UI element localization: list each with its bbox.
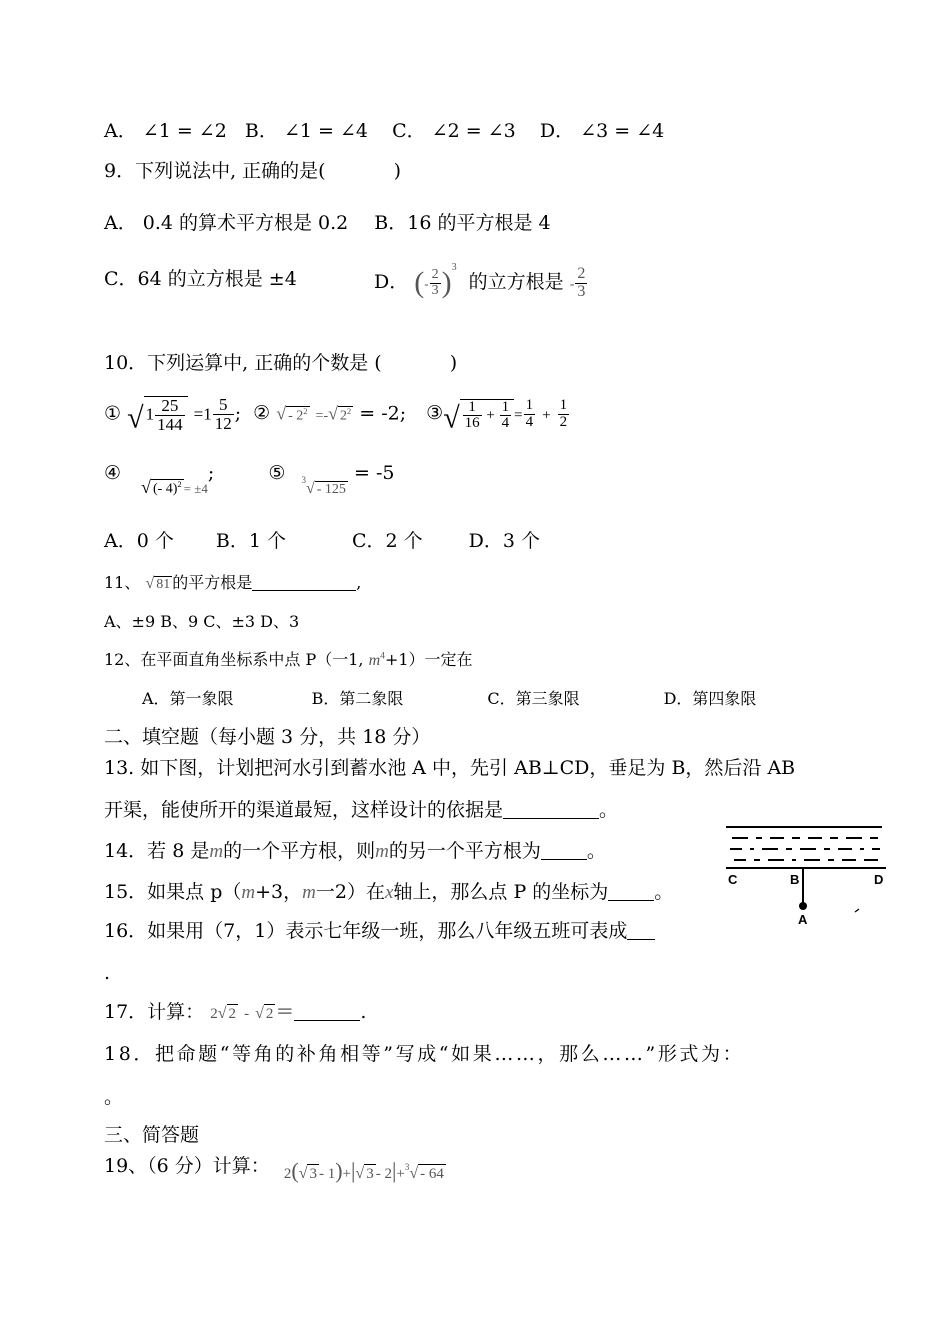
q14-tail: 。 bbox=[586, 840, 606, 862]
q13-line-2 bbox=[104, 799, 618, 822]
radical-sign: √ bbox=[141, 477, 151, 497]
plus-sign: + bbox=[542, 407, 551, 424]
q16-text: 16．如果用（7，1）表示七年级一班，那么八年级五班可表成 bbox=[104, 920, 628, 942]
radical-sign: √ bbox=[255, 1005, 264, 1022]
q8-option-c-letter: C． bbox=[392, 120, 426, 142]
left-paren: ( bbox=[414, 266, 425, 299]
q10-option-c: C．2 个 bbox=[351, 530, 423, 552]
radical-sign: √ bbox=[145, 575, 155, 592]
q17-radicand-1: 2 bbox=[228, 1006, 237, 1022]
label-d: D bbox=[874, 872, 884, 887]
plus-sign: + bbox=[342, 1166, 352, 1182]
q13-line-1: 13. 如下图，计划把河水引到蓄水池 A 中，先引 AB⊥CD，垂足为 B，然后沿 AB bbox=[104, 757, 796, 779]
plus-sign: + bbox=[396, 1166, 405, 1182]
q12-options bbox=[142, 689, 756, 708]
expr-2-a: - 2 bbox=[288, 408, 304, 424]
abs-bar-right: | bbox=[391, 1158, 397, 1183]
q15 bbox=[104, 881, 673, 905]
q9-stem-close: ) bbox=[393, 160, 402, 182]
expr-2-radicand-b bbox=[338, 406, 353, 425]
q15-tail: 。 bbox=[654, 881, 674, 903]
expr-2-b: 2 bbox=[340, 408, 347, 424]
q9-frac-num: 2 bbox=[431, 266, 439, 282]
q9-ans-den: 3 bbox=[577, 282, 586, 300]
abs-bar-left: | bbox=[351, 1158, 356, 1183]
q18-tail: 。 bbox=[104, 1086, 124, 1108]
q14-a: 14．若 8 是 bbox=[104, 840, 210, 862]
q9-fraction bbox=[430, 268, 441, 298]
q8-option-c: ∠2 = ∠3 bbox=[431, 120, 516, 142]
q19-radicand-2: 3 bbox=[366, 1166, 374, 1182]
q12-text-a: 12、在平面直角坐标系中点 P（一1, bbox=[104, 650, 364, 669]
q19-minus-1: - 1 bbox=[318, 1166, 336, 1182]
q15-b: +3， bbox=[255, 881, 303, 903]
expr-2-result: = -2; bbox=[359, 402, 407, 425]
q10-option-a: A．0 个 bbox=[104, 530, 174, 552]
expr-1-radicand bbox=[144, 396, 188, 434]
q9-answer-fraction bbox=[575, 266, 587, 301]
q13-tail: 。 bbox=[599, 799, 619, 821]
expr-3-radicand bbox=[460, 399, 514, 433]
q9-option-c-text: C．64 的立方根是 ±4 bbox=[104, 268, 297, 290]
q12-option-c: C．第三象限 bbox=[487, 689, 580, 708]
expr-1-mark: ① bbox=[104, 402, 122, 425]
expr-2-a-exp: 2 bbox=[303, 406, 308, 416]
q15-x: x bbox=[384, 882, 394, 903]
river-water-dashes bbox=[730, 838, 880, 860]
plus-sign: + bbox=[486, 407, 495, 424]
expr-1-den: 144 bbox=[157, 414, 183, 434]
q9-exponent: 3 bbox=[451, 262, 457, 273]
expr-3-n1: 1 bbox=[463, 400, 482, 417]
expr-1-result-frac bbox=[213, 396, 234, 433]
right-paren: ) bbox=[335, 1158, 343, 1183]
q11-answer-blank[interactable] bbox=[252, 572, 356, 591]
radical-sign: √ bbox=[298, 1165, 308, 1182]
q8-option-d-letter: D． bbox=[539, 120, 575, 142]
q9-frac-den: 3 bbox=[431, 282, 439, 298]
q10-stem-text: 10．下列运算中, 正确的个数是 ( bbox=[104, 352, 382, 374]
q14 bbox=[104, 840, 606, 864]
label-b: B bbox=[790, 872, 800, 887]
q10-options bbox=[104, 530, 540, 553]
q19-coef: 2 bbox=[283, 1166, 292, 1182]
q10-option-b: B．1 个 bbox=[215, 530, 286, 552]
expr-3-d1: 16 bbox=[464, 415, 480, 432]
river-canal-figure bbox=[722, 822, 890, 928]
q8-option-b-letter: B． bbox=[244, 120, 278, 142]
expr-4-exp: 2 bbox=[177, 480, 182, 490]
q15-a: 15．如果点 p（ bbox=[104, 881, 242, 903]
q9-ans-num: 2 bbox=[577, 264, 586, 282]
expr-2-eq: =- bbox=[315, 408, 329, 424]
left-paren: ( bbox=[291, 1158, 299, 1183]
q12-option-d: D．第四象限 bbox=[663, 689, 757, 708]
stray-mark bbox=[855, 909, 859, 912]
section-3-heading: 三、简答题 bbox=[104, 1124, 200, 1146]
semicolon: ; bbox=[207, 462, 215, 484]
right-paren: ) bbox=[441, 266, 452, 299]
q10-option-d: D．3 个 bbox=[468, 530, 540, 552]
q14-var-2: m bbox=[375, 841, 389, 862]
q8-option-d: ∠3 = ∠4 bbox=[580, 120, 665, 142]
expr-3-rd1: 4 bbox=[525, 413, 534, 430]
expr-3-d2: 4 bbox=[501, 415, 510, 432]
q8-options bbox=[104, 120, 664, 143]
expr-1-frac bbox=[155, 397, 185, 434]
q19-radicand-3: - 64 bbox=[420, 1166, 444, 1182]
q19 bbox=[104, 1155, 446, 1184]
expr-5-radicand: - 125 bbox=[316, 482, 346, 497]
q19-minus-2: - 2 bbox=[375, 1166, 392, 1182]
q17-tail: . bbox=[360, 1001, 367, 1023]
q9-stem-text: 9．下列说法中, 正确的是( bbox=[104, 160, 326, 182]
expr-3-result-2 bbox=[558, 398, 570, 431]
expr-4-result: = ±4 bbox=[183, 481, 208, 496]
q14-answer-blank[interactable] bbox=[541, 841, 587, 860]
q10-stem-close: ) bbox=[449, 352, 458, 374]
q12-var: m bbox=[368, 652, 381, 669]
q15-d: 轴上，那么点 P 的坐标为 bbox=[393, 881, 609, 903]
q9-option-d bbox=[374, 262, 588, 301]
expr-3-result-1 bbox=[524, 398, 536, 431]
q17-coef: 2 bbox=[210, 1006, 218, 1022]
q18: 18．把命题“等角的补角相等”写成“如果……，那么……”形式为： bbox=[104, 1043, 745, 1065]
expr-3-rn1: 1 bbox=[525, 397, 534, 414]
q16-dot: . bbox=[104, 962, 111, 984]
expr-3-eq: = bbox=[514, 407, 523, 424]
point-a bbox=[799, 902, 807, 910]
minus-sign: - bbox=[244, 1006, 250, 1022]
q17-eq: ＝ bbox=[275, 1001, 295, 1023]
radical-sign: √ bbox=[443, 401, 460, 435]
expr-5-mark: ⑤ bbox=[268, 462, 286, 484]
q12-option-b: B．第二象限 bbox=[311, 689, 404, 708]
expr-1-rden: 12 bbox=[214, 413, 232, 433]
q8-option-a-letter: A． bbox=[104, 120, 137, 142]
q10-expressions-row2 bbox=[104, 462, 394, 499]
radical-sign: √ bbox=[409, 1165, 419, 1182]
q11-options: A、±9 B、9 C、±3 D、3 bbox=[104, 612, 300, 631]
radical-sign: √ bbox=[355, 1165, 365, 1182]
expr-5-index: 3 bbox=[301, 475, 306, 485]
section-2-heading: 二、填空题（每小题 3 分，共 18 分） bbox=[104, 726, 431, 748]
q15-c: 一2）在 bbox=[315, 881, 385, 903]
q11-number: 11、 bbox=[104, 573, 141, 592]
q8-option-a: ∠1 = ∠2 bbox=[142, 120, 227, 142]
label-a: A bbox=[798, 912, 808, 927]
radical-sign: √ bbox=[276, 403, 287, 424]
q11-tail: , bbox=[356, 573, 362, 592]
q14-b: 的一个平方根，则 bbox=[223, 840, 376, 862]
expr-2-b-exp: 2 bbox=[347, 406, 352, 416]
q9-option-c bbox=[104, 268, 297, 291]
expr-1-rnum: 5 bbox=[213, 396, 234, 415]
radical-sign: √ bbox=[305, 480, 315, 497]
minus-sign: - bbox=[424, 276, 429, 291]
expr-2-mark: ② bbox=[253, 402, 271, 425]
expr-5-result: = -5 bbox=[353, 462, 395, 484]
q12-exp: 4 bbox=[380, 650, 385, 662]
expr-3-frac-1 bbox=[463, 400, 482, 433]
expr-2-radicand-a bbox=[286, 406, 309, 425]
semicolon: ; bbox=[234, 402, 242, 425]
q16-answer-blank[interactable] bbox=[627, 921, 655, 940]
q15-answer-blank[interactable] bbox=[608, 882, 654, 901]
q9-option-a: A． 0.4 的算术平方根是 0.2 bbox=[104, 212, 349, 234]
q17-radicand-2: 2 bbox=[265, 1006, 274, 1022]
q11-text: 的平方根是 bbox=[172, 573, 253, 592]
expr-4-radicand bbox=[151, 479, 184, 498]
expr-3-n2: 1 bbox=[501, 398, 510, 415]
q11-radicand: 81 bbox=[156, 577, 171, 592]
label-c: C bbox=[728, 872, 738, 887]
q19-label: 19、（6 分）计算： bbox=[104, 1155, 270, 1177]
minus-sign: - bbox=[569, 277, 575, 292]
q9-option-d-text: 的立方根是 bbox=[468, 271, 564, 293]
q9-stem bbox=[104, 160, 401, 183]
expr-1-num: 25 bbox=[155, 397, 185, 416]
q12-stem bbox=[104, 650, 473, 670]
expr-4-rad: (- 4) bbox=[152, 482, 178, 497]
expr-1-whole: 1 bbox=[145, 404, 155, 424]
q10-expressions-row1 bbox=[104, 396, 570, 436]
q13-line-2-text: 开渠，能使所开的渠道最短，这样设计的依据是 bbox=[104, 799, 504, 821]
expr-1-eq: =1 bbox=[193, 404, 212, 424]
q19-index: 3 bbox=[404, 1162, 410, 1172]
expr-4-mark: ④ bbox=[104, 462, 122, 484]
q13-answer-blank[interactable] bbox=[503, 800, 599, 819]
q14-c: 的另一个平方根为 bbox=[388, 840, 541, 862]
expr-3-frac-2 bbox=[500, 400, 512, 433]
q8-option-b: ∠1 = ∠4 bbox=[283, 120, 368, 142]
radical-sign: √ bbox=[127, 401, 144, 435]
q16 bbox=[104, 920, 655, 943]
q12-text-b: +1）一定在 bbox=[384, 650, 473, 669]
q9-option-d-letter: D． bbox=[374, 271, 409, 293]
q14-var-1: m bbox=[209, 841, 224, 862]
q11-stem bbox=[104, 572, 361, 594]
q9-options-ab bbox=[104, 212, 551, 235]
expr-3-mark: ③ bbox=[426, 402, 444, 425]
q10-stem bbox=[104, 352, 457, 375]
q15-var-2: m bbox=[302, 882, 316, 903]
q19-radicand-1: 3 bbox=[309, 1166, 317, 1182]
radical-sign: √ bbox=[217, 1005, 227, 1022]
q15-var-1: m bbox=[241, 882, 256, 903]
q17 bbox=[104, 1001, 366, 1024]
expr-3-rd2: 2 bbox=[559, 413, 568, 430]
expr-3-rn2: 1 bbox=[559, 397, 568, 414]
q17-label: 17．计算： bbox=[104, 1001, 205, 1023]
q17-answer-blank[interactable] bbox=[294, 1002, 360, 1021]
q12-option-a: A．第一象限 bbox=[142, 689, 234, 708]
radical-sign: √ bbox=[328, 403, 338, 424]
q9-option-b: B．16 的平方根是 4 bbox=[374, 212, 551, 234]
